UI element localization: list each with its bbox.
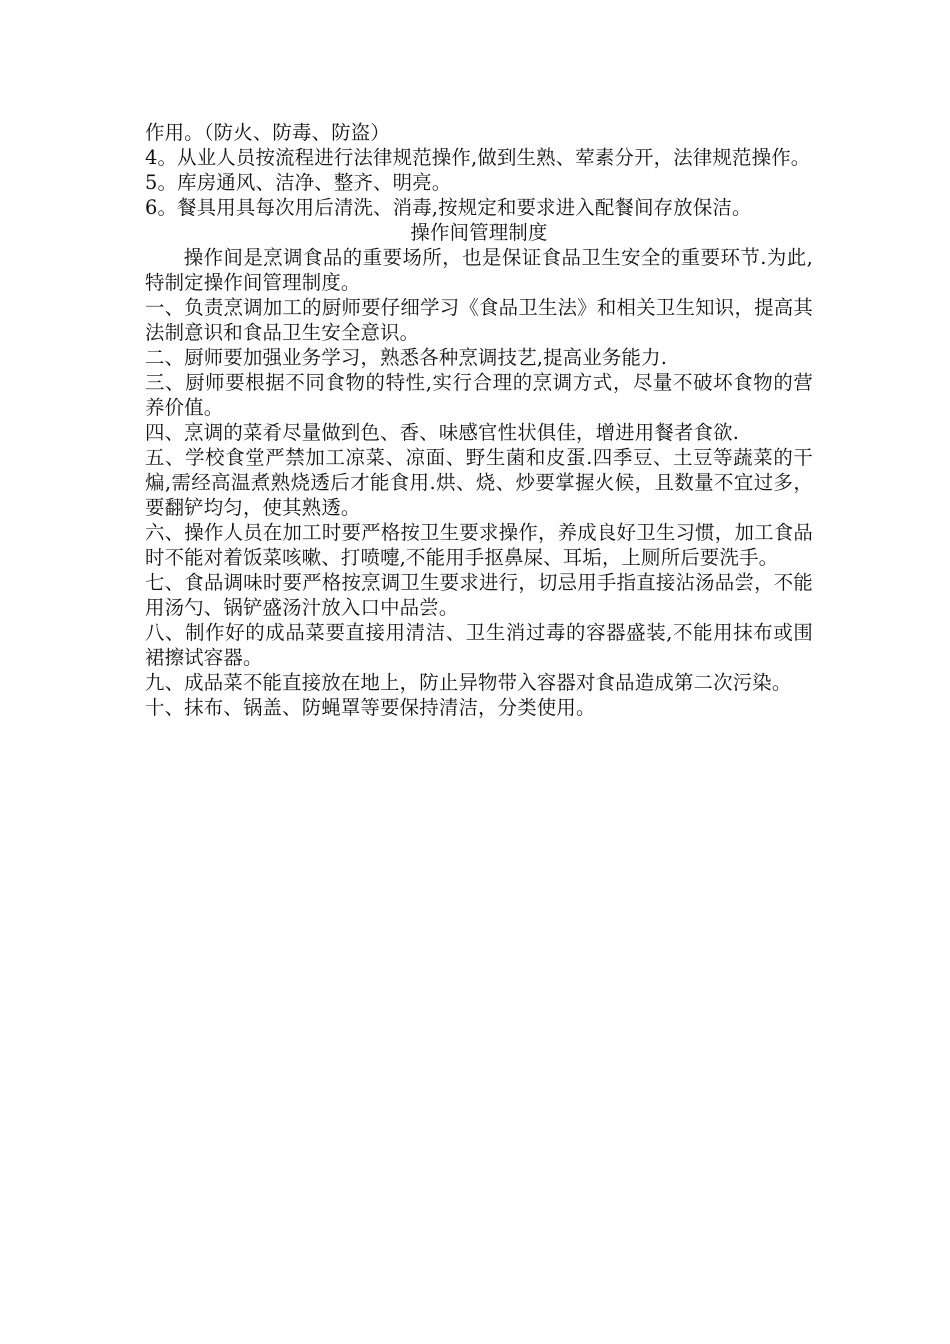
rule-item-2: 二、厨师要加强业务学习，熟悉各种烹调技艺,提高业务能力. <box>145 346 668 369</box>
rule-item-10: 十、抹布、锅盖、防蝇罩等要保持清洁，分类使用。 <box>145 696 596 719</box>
section-intro: 操作间是烹调食品的重要场所，也是保证食品卫生安全的重要环节.为此,特制定操作间管理制度。 <box>145 246 813 294</box>
rule-item-5: 五、学校食堂严禁加工凉菜、凉面、野生菌和皮蛋.四季豆、土豆等蔬菜的干煸,需经高温煮熟烧透后才能食用.烘、烧、炒要掌握火候，且数量不宜过多，要翻铲均匀，使其熟透。 <box>145 446 813 519</box>
rule-item-7: 七、食品调味时要严格按烹调卫生要求进行，切忌用手指直接沾汤品尝，不能用汤勺、锅铲盛汤汁放入口中品尝。 <box>145 571 813 619</box>
intro-item-storage: 5。库房通风、洁净、整齐、明亮。 <box>145 171 452 194</box>
rule-item-8: 八、制作好的成品菜要直接用清洁、卫生消过毒的容器盛装,不能用抹布或围裙擦试容器。 <box>145 621 813 669</box>
rule-item-6: 六、操作人员在加工时要严格按卫生要求操作，养成良好卫生习惯，加工食品时不能对着饭菜咳嗽、打喷嚏,不能用手抠鼻屎、耳垢，上厕所后要洗手。 <box>145 521 813 569</box>
rule-item-9: 九、成品菜不能直接放在地上，防止异物带入容器对食品造成第二次污染。 <box>145 671 792 694</box>
rule-item-3: 三、厨师要根据不同食物的特性,实行合理的烹调方式，尽量不破坏食物的营养价值。 <box>145 371 813 419</box>
intro-item-tableware: 6。餐具用具每次用后清洗、消毒,按规定和要求进入配餐间存放保洁。 <box>145 196 752 219</box>
section-title: 操作间管理制度 <box>410 221 548 244</box>
document-page <box>145 120 813 720</box>
rule-item-4: 四、烹调的菜肴尽量做到色、香、味感官性状俱佳，增进用餐者食欲. <box>145 421 740 444</box>
intro-item-staff-operation: 4。从业人员按流程进行法律规范操作,做到生熟、荤素分开，法律规范操作。 <box>145 146 811 169</box>
rule-item-1: 一、负责烹调加工的厨师要仔细学习《食品卫生法》和相关卫生知识，提高其法制意识和食品卫生安全意识。 <box>145 296 813 344</box>
intro-item-fire-safety: 作用。（防火、防毒、防盗） <box>145 121 390 144</box>
